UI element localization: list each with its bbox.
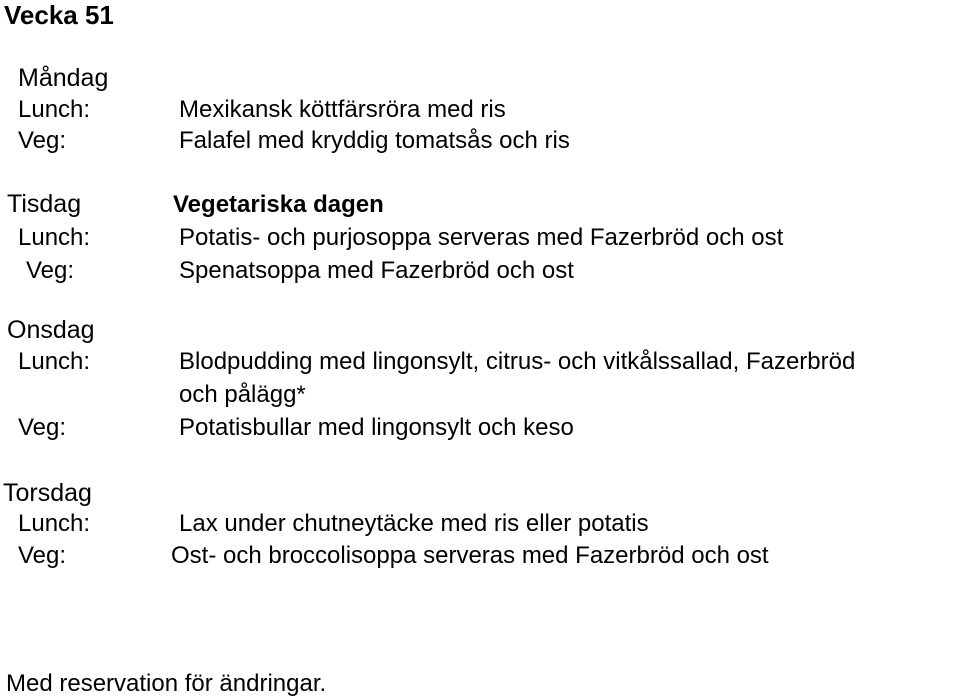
lunch-dish: Potatis- och purjosoppa serveras med Fazerbröd och ost — [179, 224, 784, 251]
page-title: Vecka 51 — [4, 0, 114, 30]
veg-dish: Potatisbullar med lingonsylt och keso — [179, 414, 574, 441]
lunch-dish-continued: och pålägg* — [179, 381, 306, 408]
veg-label: Veg: — [26, 257, 75, 284]
day-note: Vegetariska dagen — [173, 191, 384, 218]
lunch-label: Lunch: — [18, 224, 91, 251]
footer-note: Med reservation för ändringar. — [6, 670, 327, 697]
veg-label: Veg: — [18, 542, 67, 569]
veg-dish: Falafel med kryddig tomatsås och ris — [179, 127, 570, 154]
veg-dish: Spenatsoppa med Fazerbröd och ost — [179, 257, 574, 284]
veg-label: Veg: — [18, 414, 67, 441]
day-label-mandag: Måndag — [18, 64, 109, 92]
day-label-tisdag: Tisdag — [7, 190, 82, 218]
lunch-label: Lunch: — [18, 96, 91, 123]
day-label-torsdag: Torsdag — [3, 479, 92, 507]
lunch-dish: Mexikansk köttfärsröra med ris — [179, 96, 506, 123]
day-label-onsdag: Onsdag — [7, 316, 95, 344]
veg-label: Veg: — [18, 127, 67, 154]
lunch-label: Lunch: — [18, 348, 91, 375]
lunch-dish: Blodpudding med lingonsylt, citrus- och vitkålssallad, Fazerbröd — [179, 348, 856, 375]
lunch-label: Lunch: — [18, 510, 91, 537]
veg-dish: Ost- och broccolisoppa serveras med Fazerbröd och ost — [171, 542, 769, 569]
lunch-dish: Lax under chutneytäcke med ris eller potatis — [179, 510, 649, 537]
